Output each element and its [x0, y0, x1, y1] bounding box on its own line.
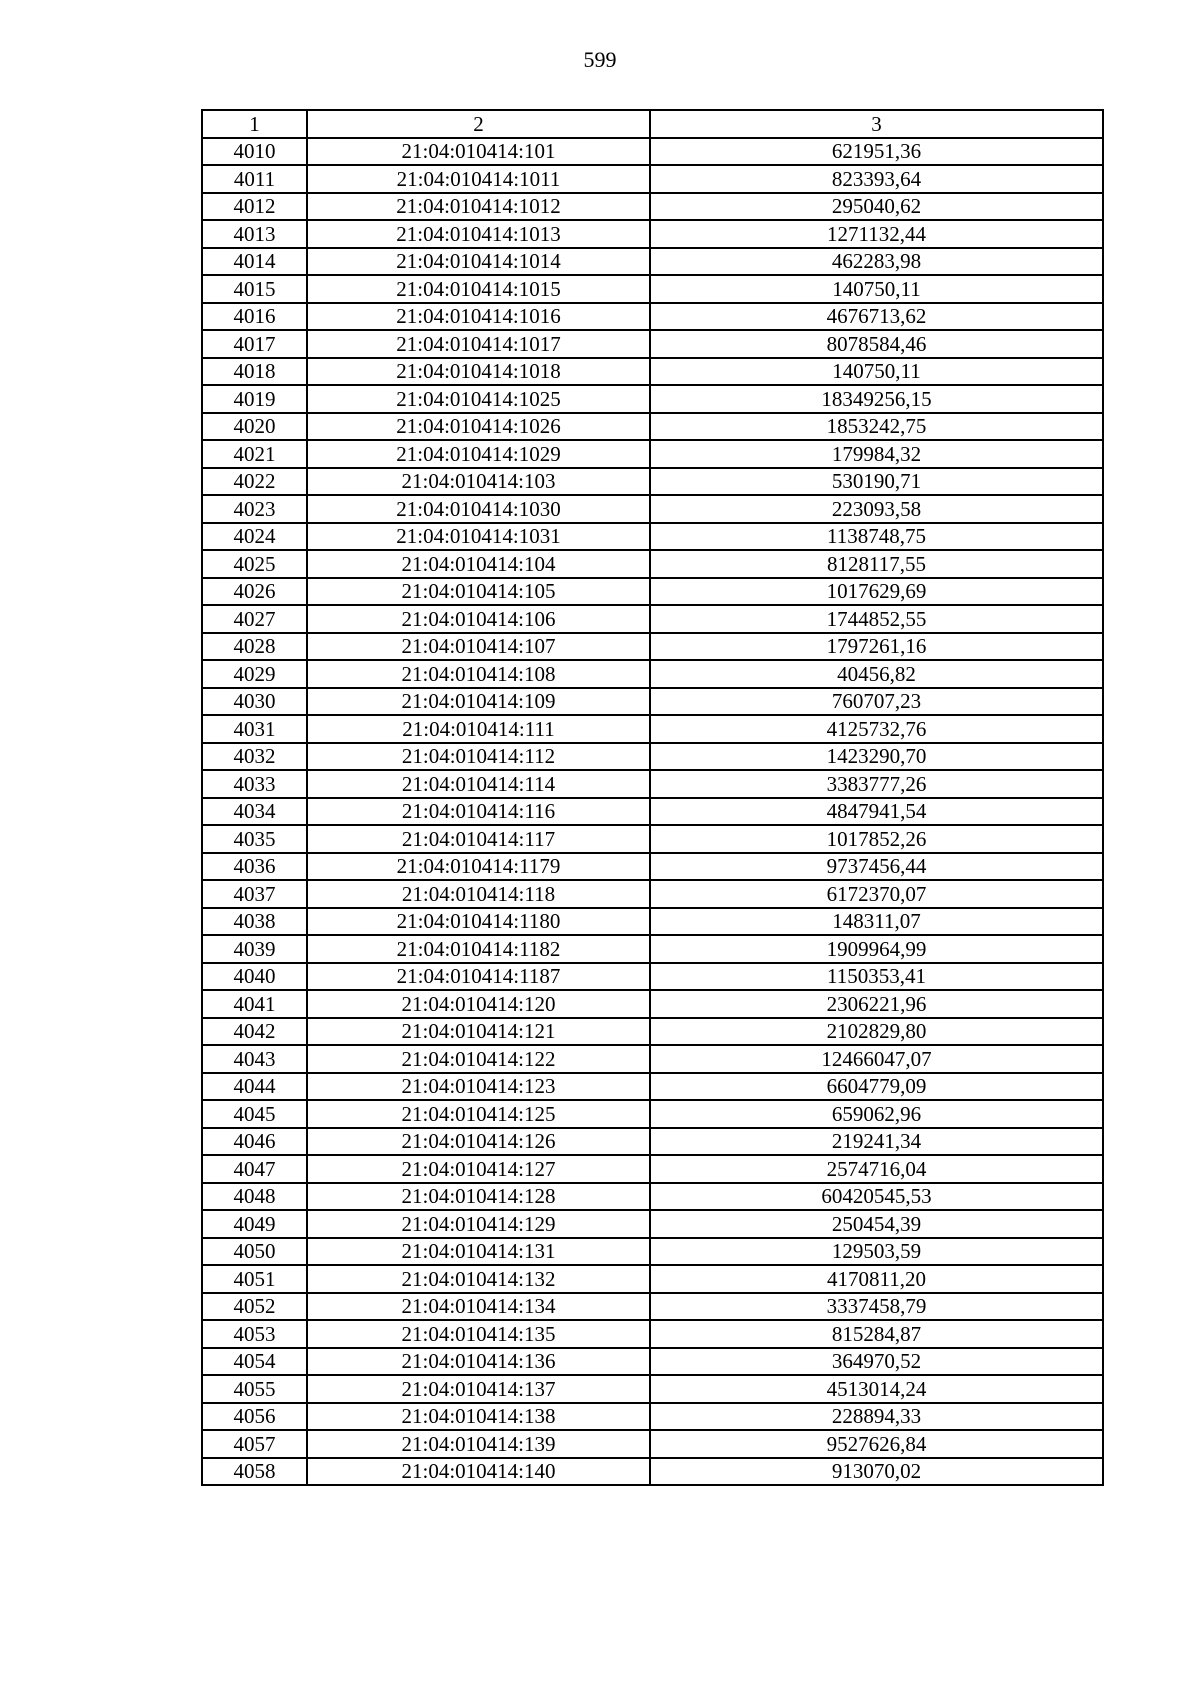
cadastral-number-cell: 21:04:010414:111 [307, 715, 650, 743]
value-cell: 9527626,84 [650, 1430, 1103, 1458]
table-row [202, 138, 1103, 166]
row-number-cell: 4029 [202, 660, 307, 688]
value-cell: 12466047,07 [650, 1045, 1103, 1073]
row-number-cell: 4037 [202, 880, 307, 908]
row-number-cell: 4010 [202, 138, 307, 166]
row-number-cell: 4012 [202, 193, 307, 221]
cadastral-number-cell: 21:04:010414:114 [307, 770, 650, 798]
table-row [202, 303, 1103, 331]
table-row [202, 385, 1103, 413]
row-number-cell: 4054 [202, 1348, 307, 1376]
value-cell: 659062,96 [650, 1100, 1103, 1128]
cadastral-number-cell: 21:04:010414:138 [307, 1403, 650, 1431]
cadastral-number-cell: 21:04:010414:125 [307, 1100, 650, 1128]
cadastral-number-cell: 21:04:010414:1011 [307, 165, 650, 193]
cadastral-number-cell: 21:04:010414:136 [307, 1348, 650, 1376]
row-number-cell: 4039 [202, 935, 307, 963]
cadastral-number-cell: 21:04:010414:1031 [307, 523, 650, 551]
table-row [202, 880, 1103, 908]
cadastral-number-cell: 21:04:010414:101 [307, 138, 650, 166]
cadastral-number-cell: 21:04:010414:118 [307, 880, 650, 908]
cadastral-number-cell: 21:04:010414:123 [307, 1073, 650, 1101]
value-cell: 1744852,55 [650, 605, 1103, 633]
table-row [202, 165, 1103, 193]
value-cell: 8078584,46 [650, 330, 1103, 358]
row-number-cell: 4046 [202, 1128, 307, 1156]
table-row [202, 1155, 1103, 1183]
table-row [202, 743, 1103, 771]
row-number-cell: 4044 [202, 1073, 307, 1101]
table-row [202, 1403, 1103, 1431]
cadastral-number-cell: 21:04:010414:1018 [307, 358, 650, 386]
cadastral-number-cell: 21:04:010414:1017 [307, 330, 650, 358]
column-header-2: 2 [307, 110, 650, 138]
value-cell: 1138748,75 [650, 523, 1103, 551]
table-row [202, 1045, 1103, 1073]
value-cell: 179984,32 [650, 440, 1103, 468]
table-row [202, 798, 1103, 826]
row-number-cell: 4027 [202, 605, 307, 633]
table-header-row [202, 110, 1103, 138]
cadastral-number-cell: 21:04:010414:1187 [307, 963, 650, 991]
table-row [202, 908, 1103, 936]
value-cell: 8128117,55 [650, 550, 1103, 578]
value-cell: 1853242,75 [650, 413, 1103, 441]
value-cell: 1150353,41 [650, 963, 1103, 991]
row-number-cell: 4049 [202, 1210, 307, 1238]
table-row [202, 578, 1103, 606]
table-row [202, 330, 1103, 358]
table-row [202, 633, 1103, 661]
value-cell: 621951,36 [650, 138, 1103, 166]
row-number-cell: 4032 [202, 743, 307, 771]
cadastral-number-cell: 21:04:010414:1029 [307, 440, 650, 468]
row-number-cell: 4023 [202, 495, 307, 523]
table-row [202, 1430, 1103, 1458]
table-row [202, 495, 1103, 523]
row-number-cell: 4052 [202, 1293, 307, 1321]
cadastral-number-cell: 21:04:010414:112 [307, 743, 650, 771]
cadastral-number-cell: 21:04:010414:1014 [307, 248, 650, 276]
row-number-cell: 4042 [202, 1018, 307, 1046]
value-cell: 760707,23 [650, 688, 1103, 716]
row-number-cell: 4036 [202, 853, 307, 881]
value-cell: 4513014,24 [650, 1375, 1103, 1403]
row-number-cell: 4014 [202, 248, 307, 276]
row-number-cell: 4057 [202, 1430, 307, 1458]
cadastral-number-cell: 21:04:010414:1179 [307, 853, 650, 881]
table-row [202, 1018, 1103, 1046]
row-number-cell: 4020 [202, 413, 307, 441]
row-number-cell: 4056 [202, 1403, 307, 1431]
table-row [202, 935, 1103, 963]
row-number-cell: 4031 [202, 715, 307, 743]
cadastral-number-cell: 21:04:010414:1026 [307, 413, 650, 441]
cadastral-number-cell: 21:04:010414:107 [307, 633, 650, 661]
value-cell: 250454,39 [650, 1210, 1103, 1238]
table-row [202, 550, 1103, 578]
cadastral-number-cell: 21:04:010414:129 [307, 1210, 650, 1238]
value-cell: 364970,52 [650, 1348, 1103, 1376]
value-cell: 2306221,96 [650, 990, 1103, 1018]
row-number-cell: 4045 [202, 1100, 307, 1128]
table-row [202, 358, 1103, 386]
column-header-3: 3 [650, 110, 1103, 138]
cadastral-number-cell: 21:04:010414:117 [307, 825, 650, 853]
row-number-cell: 4015 [202, 275, 307, 303]
value-cell: 1017852,26 [650, 825, 1103, 853]
cadastral-number-cell: 21:04:010414:116 [307, 798, 650, 826]
table-row [202, 413, 1103, 441]
cadastral-number-cell: 21:04:010414:1015 [307, 275, 650, 303]
table-row [202, 1375, 1103, 1403]
value-cell: 913070,02 [650, 1458, 1103, 1486]
row-number-cell: 4051 [202, 1265, 307, 1293]
cadastral-number-cell: 21:04:010414:106 [307, 605, 650, 633]
cadastral-number-cell: 21:04:010414:122 [307, 1045, 650, 1073]
table-body [202, 138, 1103, 1486]
value-cell: 9737456,44 [650, 853, 1103, 881]
table-row [202, 770, 1103, 798]
table-row [202, 715, 1103, 743]
cadastral-number-cell: 21:04:010414:1012 [307, 193, 650, 221]
cadastral-number-cell: 21:04:010414:1180 [307, 908, 650, 936]
table-row [202, 660, 1103, 688]
table-row [202, 1073, 1103, 1101]
value-cell: 18349256,15 [650, 385, 1103, 413]
value-cell: 1909964,99 [650, 935, 1103, 963]
value-cell: 815284,87 [650, 1320, 1103, 1348]
row-number-cell: 4013 [202, 220, 307, 248]
cadastral-number-cell: 21:04:010414:105 [307, 578, 650, 606]
data-table [201, 109, 1104, 1486]
row-number-cell: 4016 [202, 303, 307, 331]
table-row [202, 1210, 1103, 1238]
cadastral-number-cell: 21:04:010414:132 [307, 1265, 650, 1293]
row-number-cell: 4047 [202, 1155, 307, 1183]
row-number-cell: 4035 [202, 825, 307, 853]
table-row [202, 1265, 1103, 1293]
table-row [202, 1320, 1103, 1348]
value-cell: 40456,82 [650, 660, 1103, 688]
table-row [202, 1458, 1103, 1486]
row-number-cell: 4043 [202, 1045, 307, 1073]
value-cell: 4125732,76 [650, 715, 1103, 743]
value-cell: 129503,59 [650, 1238, 1103, 1266]
value-cell: 6604779,09 [650, 1073, 1103, 1101]
cadastral-number-cell: 21:04:010414:135 [307, 1320, 650, 1348]
column-header-1: 1 [202, 110, 307, 138]
table-row [202, 193, 1103, 221]
cadastral-number-cell: 21:04:010414:139 [307, 1430, 650, 1458]
row-number-cell: 4022 [202, 468, 307, 496]
cadastral-number-cell: 21:04:010414:134 [307, 1293, 650, 1321]
cadastral-number-cell: 21:04:010414:1182 [307, 935, 650, 963]
value-cell: 1017629,69 [650, 578, 1103, 606]
table-row [202, 1348, 1103, 1376]
page-number: 599 [583, 47, 617, 72]
row-number-cell: 4053 [202, 1320, 307, 1348]
cadastral-number-cell: 21:04:010414:121 [307, 1018, 650, 1046]
cadastral-number-cell: 21:04:010414:131 [307, 1238, 650, 1266]
value-cell: 295040,62 [650, 193, 1103, 221]
cadastral-number-cell: 21:04:010414:108 [307, 660, 650, 688]
row-number-cell: 4034 [202, 798, 307, 826]
table-row [202, 1128, 1103, 1156]
table-row [202, 990, 1103, 1018]
value-cell: 140750,11 [650, 275, 1103, 303]
value-cell: 4847941,54 [650, 798, 1103, 826]
value-cell: 823393,64 [650, 165, 1103, 193]
cadastral-number-cell: 21:04:010414:1030 [307, 495, 650, 523]
table-row [202, 853, 1103, 881]
row-number-cell: 4024 [202, 523, 307, 551]
row-number-cell: 4028 [202, 633, 307, 661]
cadastral-number-cell: 21:04:010414:104 [307, 550, 650, 578]
cadastral-number-cell: 21:04:010414:1025 [307, 385, 650, 413]
table-row [202, 440, 1103, 468]
cadastral-number-cell: 21:04:010414:140 [307, 1458, 650, 1486]
row-number-cell: 4050 [202, 1238, 307, 1266]
table-row [202, 825, 1103, 853]
row-number-cell: 4058 [202, 1458, 307, 1486]
cadastral-number-cell: 21:04:010414:103 [307, 468, 650, 496]
value-cell: 4170811,20 [650, 1265, 1103, 1293]
table-row [202, 220, 1103, 248]
cadastral-number-cell: 21:04:010414:109 [307, 688, 650, 716]
row-number-cell: 4017 [202, 330, 307, 358]
row-number-cell: 4021 [202, 440, 307, 468]
row-number-cell: 4038 [202, 908, 307, 936]
row-number-cell: 4025 [202, 550, 307, 578]
cadastral-number-cell: 21:04:010414:1013 [307, 220, 650, 248]
value-cell: 530190,71 [650, 468, 1103, 496]
table-row [202, 1238, 1103, 1266]
value-cell: 6172370,07 [650, 880, 1103, 908]
value-cell: 223093,58 [650, 495, 1103, 523]
cadastral-number-cell: 21:04:010414:120 [307, 990, 650, 1018]
value-cell: 462283,98 [650, 248, 1103, 276]
value-cell: 140750,11 [650, 358, 1103, 386]
cadastral-number-cell: 21:04:010414:128 [307, 1183, 650, 1211]
value-cell: 4676713,62 [650, 303, 1103, 331]
table-row [202, 1293, 1103, 1321]
table-row [202, 275, 1103, 303]
row-number-cell: 4030 [202, 688, 307, 716]
value-cell: 60420545,53 [650, 1183, 1103, 1211]
table-row [202, 248, 1103, 276]
table-row [202, 963, 1103, 991]
value-cell: 148311,07 [650, 908, 1103, 936]
row-number-cell: 4033 [202, 770, 307, 798]
row-number-cell: 4018 [202, 358, 307, 386]
value-cell: 3337458,79 [650, 1293, 1103, 1321]
table-row [202, 523, 1103, 551]
table-row [202, 1183, 1103, 1211]
cadastral-number-cell: 21:04:010414:137 [307, 1375, 650, 1403]
table-row [202, 605, 1103, 633]
table-row [202, 468, 1103, 496]
row-number-cell: 4026 [202, 578, 307, 606]
row-number-cell: 4041 [202, 990, 307, 1018]
row-number-cell: 4011 [202, 165, 307, 193]
row-number-cell: 4055 [202, 1375, 307, 1403]
cadastral-number-cell: 21:04:010414:127 [307, 1155, 650, 1183]
table-row [202, 1100, 1103, 1128]
row-number-cell: 4019 [202, 385, 307, 413]
value-cell: 1271132,44 [650, 220, 1103, 248]
value-cell: 1797261,16 [650, 633, 1103, 661]
value-cell: 219241,34 [650, 1128, 1103, 1156]
cadastral-number-cell: 21:04:010414:1016 [307, 303, 650, 331]
table-row [202, 688, 1103, 716]
value-cell: 2102829,80 [650, 1018, 1103, 1046]
cadastral-number-cell: 21:04:010414:126 [307, 1128, 650, 1156]
value-cell: 1423290,70 [650, 743, 1103, 771]
value-cell: 228894,33 [650, 1403, 1103, 1431]
row-number-cell: 4040 [202, 963, 307, 991]
value-cell: 2574716,04 [650, 1155, 1103, 1183]
value-cell: 3383777,26 [650, 770, 1103, 798]
row-number-cell: 4048 [202, 1183, 307, 1211]
